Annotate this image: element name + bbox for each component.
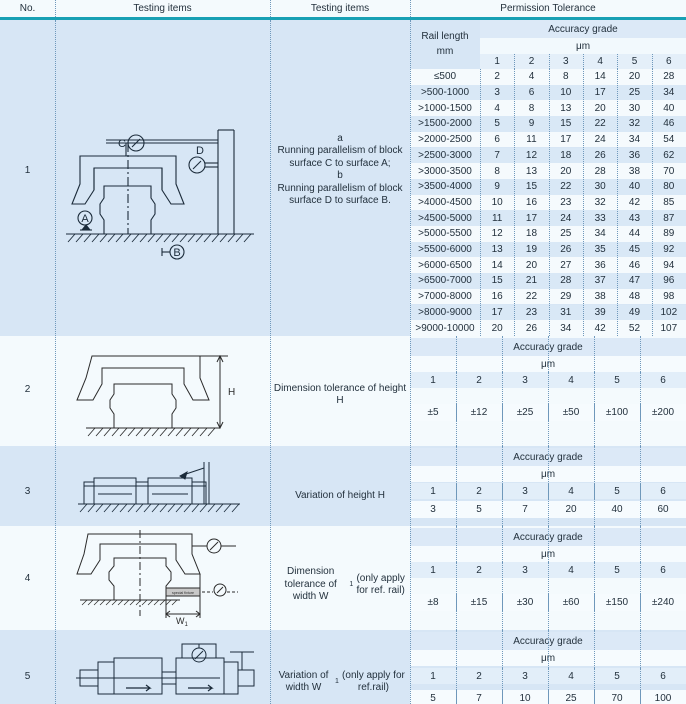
row-1-value-10-grade-3: 24 [560,212,572,224]
row-1-grade-header-6: 6 [666,56,672,67]
header-separator-1 [55,0,56,17]
row-1-column-separator-5 [652,69,653,336]
row-5-grade-header-5: 5 [614,670,620,682]
row-1-value-9-grade-4: 32 [594,196,606,208]
row-1-value-17-grade-4: 42 [594,322,606,334]
row-1-grade-header-1: 1 [494,56,500,67]
row-4-grade-header-4: 4 [568,564,574,576]
row-1-value-7-grade-3: 20 [560,165,572,177]
row-1-value-11-grade-2: 18 [525,228,538,240]
row-3-number: 3 [24,485,31,497]
row-1-value-17-grade-1: 20 [491,322,503,334]
row-1-value-7-grade-5: 38 [628,165,641,177]
row-2-description: Dimension tolerance of height H [273,382,407,406]
row-2-grade-header-6: 6 [660,374,666,386]
row-5-column-separator-1 [456,630,457,704]
row-1-grade-separator-5 [652,54,653,69]
row-5-column-separator-4 [594,630,595,704]
row-1-value-6-grade-3: 18 [560,149,572,161]
row-1-rail-length-10: >4500-5000 [418,212,472,224]
row-1-accuracy-grade-label: Accuracy grade [548,23,618,35]
row-1-value-8-grade-2: 15 [525,181,538,193]
row-1-value-11-grade-3: 25 [560,228,572,240]
row-3-grade-header-4: 4 [568,485,574,497]
row-1-value-11-grade-4: 34 [594,228,606,240]
rail-length-unit: mm [436,46,454,57]
row-1-value-13-grade-2: 20 [525,259,538,271]
row-1-value-11-grade-1: 12 [491,228,503,240]
row-3-value-grade-4: 20 [565,504,577,515]
row-1-rail-length-9: >4000-4500 [418,196,472,208]
row-2-value-grade-6: ±200 [651,407,675,418]
row-1-value-15-grade-3: 29 [560,291,572,303]
row-2-column-separator-4 [594,336,595,446]
row-5-grade-header-3: 3 [522,670,528,682]
row-4-value-grade-6: ±240 [651,597,675,608]
row-1-grade-separator-2 [549,54,550,69]
row-1-value-1-grade-6: 28 [663,71,675,83]
row-1-desc-line-5: Running parallelism of block [277,182,403,194]
row-3-column-separator-3 [548,446,549,526]
row-1-value-3-grade-1: 4 [494,102,500,114]
row-5-description: Variation of width W 1 (only apply for ref.rail) [278,669,405,693]
row-1-value-5-grade-3: 17 [560,134,572,146]
rail-block-parallelism-diagram [58,112,268,262]
header-permission-tolerance: Permission Tolerance [500,3,596,14]
row-1-value-16-grade-5: 49 [628,306,641,318]
row-2-column-separator-5 [640,336,641,446]
svg-text:D: D [196,145,204,157]
row-3-value-grade-6: 60 [657,504,669,515]
row-1-value-15-grade-5: 48 [628,291,641,303]
row-1-value-8-grade-3: 22 [560,181,572,193]
row-1-value-2-grade-6: 34 [663,87,675,99]
row-1-value-9-grade-1: 10 [491,196,503,208]
row-1-value-8-grade-4: 30 [594,181,606,193]
row-1-value-7-grade-1: 8 [494,165,500,177]
height-h-label: H [228,387,236,398]
row-1-rail-length-7: >3000-3500 [418,165,472,177]
row-1-desc-line-6: surface D to surface B. [289,195,391,206]
row-1-value-10-grade-6: 87 [663,212,675,224]
row-3-accuracy-grade-label: Accuracy grade [513,451,583,463]
row-4-number: 4 [24,572,31,584]
row-1-value-2-grade-1: 3 [494,87,500,99]
row-1-column-separator-4 [617,69,618,336]
row-1-unit-label: μm [575,40,591,52]
row-2-grade-header-2: 2 [476,374,482,386]
svg-text:B: B [173,247,181,259]
row-5-grade-header-6: 6 [660,670,666,682]
row-4-description: Dimension tolerance of width W 1 (only apply for ref. rail) [284,566,405,603]
header-testing-items-description: Testing items [310,3,370,14]
row-2-unit-label: μm [540,358,556,370]
row-1-rail-length-13: >6000-6500 [418,259,472,271]
row-5-value-grade-5: 70 [611,693,623,704]
row-1-value-11-grade-6: 89 [663,228,675,240]
row-2-value-grade-4: ±50 [562,407,580,418]
row-1-value-12-grade-5: 45 [628,244,641,256]
row-1-desc-line-3: surface C to surface A; [289,157,391,169]
row-2-value-grade-3: ±25 [516,407,534,418]
row-2-column-separator-3 [548,336,549,446]
row-3-unit-label: μm [540,468,556,480]
row-3-value-grade-3: 7 [522,504,528,515]
row-1-value-3-grade-5: 30 [628,102,641,114]
row-1-rail-length-separator [480,69,481,336]
row-2-grade-header-1: 1 [430,374,436,386]
row-1-rail-length-header [410,20,480,69]
row-1-value-17-grade-2: 26 [525,322,538,334]
row-5-value-grade-3: 10 [519,693,531,704]
row-1-rail-length-11: >5000-5500 [418,228,472,240]
row-1-value-4-grade-2: 9 [528,118,535,130]
row-1-rail-length-5: >2000-2500 [418,134,472,146]
row-5-value-grade-4: 25 [565,693,577,704]
row-1-rail-length-14: >6500-7000 [418,275,472,287]
row-1-desc-line-2: Running parallelism of block [277,145,403,156]
row-1-value-14-grade-5: 47 [628,275,641,287]
row-1-value-5-grade-2: 11 [526,134,537,146]
row-1-value-2-grade-4: 17 [594,87,606,99]
row-1-value-14-grade-3: 28 [560,275,572,287]
row-1-value-6-grade-4: 26 [594,149,606,161]
row-1-value-3-grade-3: 13 [560,102,572,114]
row-4-column-separator-3 [548,526,549,630]
row-3-value-grade-1: 3 [430,504,436,515]
row-1-value-1-grade-4: 14 [594,71,606,83]
row-1-value-7-grade-6: 70 [663,165,675,177]
row-5-value-grade-6: 100 [654,693,672,704]
row-1-value-5-grade-6: 54 [663,134,675,146]
row-5-number: 5 [24,670,31,682]
row-1-value-10-grade-1: 11 [491,212,503,224]
column-separator-diagram [270,20,271,704]
row-3-grade-header-6: 6 [660,485,666,497]
row-3-grade-header-5: 5 [614,485,620,497]
row-1-value-11-grade-5: 44 [628,228,641,240]
row-1-value-13-grade-1: 14 [491,259,503,271]
row-4-column-separator-5 [640,526,641,630]
row-1-value-12-grade-3: 26 [560,244,572,256]
row-4-value-grade-1: ±8 [427,597,439,608]
row-1-value-15-grade-1: 16 [491,291,503,303]
row-1-value-4-grade-5: 32 [628,118,641,130]
row-1-value-15-grade-4: 38 [594,291,606,303]
row-1-value-17-grade-5: 52 [628,322,641,334]
row-5-accuracy-grade-label: Accuracy grade [513,635,583,647]
row-2-accuracy-grade-label: Accuracy grade [513,341,583,353]
row-2-grade-header-4: 4 [568,374,574,386]
row-1-grade-header-3: 3 [563,56,569,67]
header-separator-3 [410,0,411,17]
row-1-rail-length-4: >1500-2000 [418,118,472,130]
row-2-column-separator-2 [502,336,503,446]
svg-text:A: A [81,213,89,225]
row-1-value-1-grade-2: 4 [528,71,535,83]
row-3-grade-header-1: 1 [430,485,436,497]
header-separator-2 [270,0,271,17]
row-1-value-1-grade-1: 2 [494,71,500,83]
header-no: No. [19,3,36,14]
row-1-value-9-grade-3: 23 [560,196,572,208]
row-1-rail-length-3: >1000-1500 [418,102,472,114]
row-1-value-2-grade-2: 6 [528,87,535,99]
svg-text:C: C [118,138,126,150]
row-4-value-grade-5: ±150 [605,597,629,608]
row-1-value-10-grade-4: 33 [594,212,606,224]
row-1-column-separator-3 [583,69,584,336]
row-4-value-grade-4: ±60 [562,597,580,608]
row-1-value-10-grade-5: 43 [628,212,641,224]
row-5-value-grade-2: 7 [476,693,482,704]
row-1-rail-length-12: >5500-6000 [418,244,472,256]
row-1-number: 1 [24,164,31,176]
row-1-value-16-grade-4: 39 [594,306,606,318]
row-3-value-grade-2: 5 [476,504,482,515]
width-w1-label: $W_1$ [176,616,188,626]
row-1-desc-line-4: b [337,170,343,181]
row-1-desc-line-1: a [337,132,343,144]
row-4-grade-header-1: 1 [430,564,436,576]
row-5-unit-label: μm [540,652,556,664]
row-1-rail-length-8: >3500-4000 [418,181,472,193]
row-3-value-grade-5: 40 [611,504,623,515]
row-1-value-2-grade-5: 25 [628,87,641,99]
row-2-value-grade-2: ±12 [470,407,488,418]
row-4-unit-label: μm [540,548,556,560]
row-1-value-12-grade-4: 35 [594,244,606,256]
row-1-value-5-grade-5: 34 [628,134,641,146]
row-1-description [272,125,408,215]
row-1-rail-length-6: >2500-3000 [418,149,472,161]
row-3-grade-header-2: 2 [476,485,482,497]
row-4-grade-header-6: 6 [660,564,666,576]
row-1-value-8-grade-1: 9 [494,181,500,193]
row-1-value-17-grade-3: 34 [560,322,572,334]
row-4-value-grade-2: ±15 [470,597,488,608]
row-1-value-4-grade-3: 15 [560,118,572,130]
row-1-column-separator-2 [549,69,550,336]
row-4-grade-header-2: 2 [476,564,482,576]
row-3-column-separator-5 [640,446,641,526]
row-1-value-3-grade-4: 20 [594,102,606,114]
row-1-grade-header-4: 4 [597,56,603,67]
row-3-column-separator-2 [502,446,503,526]
row-1-rail-length-17: >9000-10000 [415,322,475,334]
row-1-value-2-grade-3: 10 [560,87,572,99]
column-separator-no [55,20,56,704]
row-1-value-14-grade-1: 15 [491,275,503,287]
row-3-column-separator-4 [594,446,595,526]
row-1-grade-separator-4 [617,54,618,69]
row-1-value-5-grade-1: 6 [494,134,500,146]
row-1-value-6-grade-1: 7 [494,149,500,161]
row-1-value-14-grade-2: 21 [525,275,538,287]
row-1-value-17-grade-6: 107 [660,322,678,334]
row-1-value-4-grade-4: 22 [594,118,606,130]
row-1-value-7-grade-2: 13 [525,165,538,177]
row-1-value-13-grade-4: 36 [594,259,606,271]
row-1-value-13-grade-5: 46 [628,259,641,271]
row-5-value-grade-1: 5 [430,693,436,704]
row-1-grade-header-5: 5 [631,56,638,67]
row-1-rail-length-2: >500-1000 [420,87,470,99]
row-1-value-9-grade-2: 16 [525,196,538,208]
row-5-grade-header-2: 2 [476,670,482,682]
row-4-grade-header-5: 5 [614,564,620,576]
row-1-column-separator-1 [514,69,515,336]
row-3-column-separator-1 [456,446,457,526]
row-1-value-3-grade-2: 8 [528,102,535,114]
column-separator-description [410,20,411,704]
row-2-column-separator-1 [456,336,457,446]
row-4-column-separator-1 [456,526,457,630]
row-1-rail-length-16: >8000-9000 [418,306,472,318]
row-1-value-1-grade-3: 8 [563,71,569,83]
row-2-grade-header-5: 5 [614,374,620,386]
row-1-value-14-grade-6: 96 [663,275,675,287]
row-1-value-9-grade-6: 85 [663,196,675,208]
row-1-value-7-grade-4: 28 [594,165,606,177]
rail-length-label: Rail length [421,30,469,42]
row-1-value-12-grade-1: 13 [491,244,503,256]
row-5-column-separator-2 [502,630,503,704]
row-5-grade-header-1: 1 [430,670,436,682]
row-4-grade-header-3: 3 [522,564,528,576]
row-1-value-1-grade-5: 20 [628,71,641,83]
row-1-value-13-grade-6: 94 [663,259,675,271]
row-1-grade-header-2: 2 [528,56,535,67]
row-1-value-6-grade-2: 12 [525,149,538,161]
width-variation-diagram [70,640,260,700]
row-2-value-grade-5: ±100 [605,407,629,418]
row-2-grade-header-3: 3 [522,374,528,386]
row-1-grade-separator-3 [583,54,584,69]
row-3-grade-header-3: 3 [522,485,528,497]
row-1-value-5-grade-4: 24 [594,134,606,146]
row-1-value-16-grade-3: 31 [560,306,572,318]
row-1-value-6-grade-5: 36 [628,149,641,161]
row-5-grade-header-4: 4 [568,670,574,682]
row-1-value-16-grade-1: 17 [491,306,503,318]
row-4-accuracy-grade-label: Accuracy grade [513,531,583,543]
row-1-value-6-grade-6: 62 [663,149,675,161]
row-4-column-separator-4 [594,526,595,630]
header-testing-items-diagram: Testing items [133,3,192,14]
row-5-column-separator-3 [548,630,549,704]
row-5-column-separator-5 [640,630,641,704]
row-1-value-15-grade-6: 98 [663,291,675,303]
row-1-value-8-grade-5: 40 [628,181,641,193]
row-2-value-grade-1: ±5 [427,407,439,418]
width-w1-section-diagram [62,530,262,626]
special-fixture-label: special fixture [172,591,194,595]
row-1-value-12-grade-6: 92 [663,244,675,256]
row-2-number: 2 [24,383,31,395]
row-1-value-13-grade-3: 27 [560,259,572,271]
row-1-rail-length-1: ≤500 [433,71,457,83]
row-1-value-4-grade-1: 5 [494,118,500,130]
row-4-value-grade-3: ±30 [516,597,534,608]
row-4-column-separator-2 [502,526,503,630]
row-1-value-14-grade-4: 37 [594,275,606,287]
row-1-value-3-grade-6: 40 [663,102,675,114]
row-3-description: Variation of height H [295,489,385,501]
row-1-rail-length-15: >7000-8000 [418,291,472,303]
row-1-value-16-grade-6: 102 [660,306,678,318]
row-1-grade-separator-1 [514,54,515,69]
row-1-value-8-grade-6: 80 [663,181,675,193]
row-1-value-15-grade-2: 22 [525,291,538,303]
row-1-value-4-grade-6: 46 [663,118,675,130]
row-1-value-16-grade-2: 23 [525,306,538,318]
row-1-value-10-grade-2: 17 [525,212,538,224]
row-1-value-9-grade-5: 42 [628,196,641,208]
height-variation-diagram [68,456,258,520]
height-h-section-diagram [68,348,258,440]
row-1-value-12-grade-2: 19 [525,244,538,256]
